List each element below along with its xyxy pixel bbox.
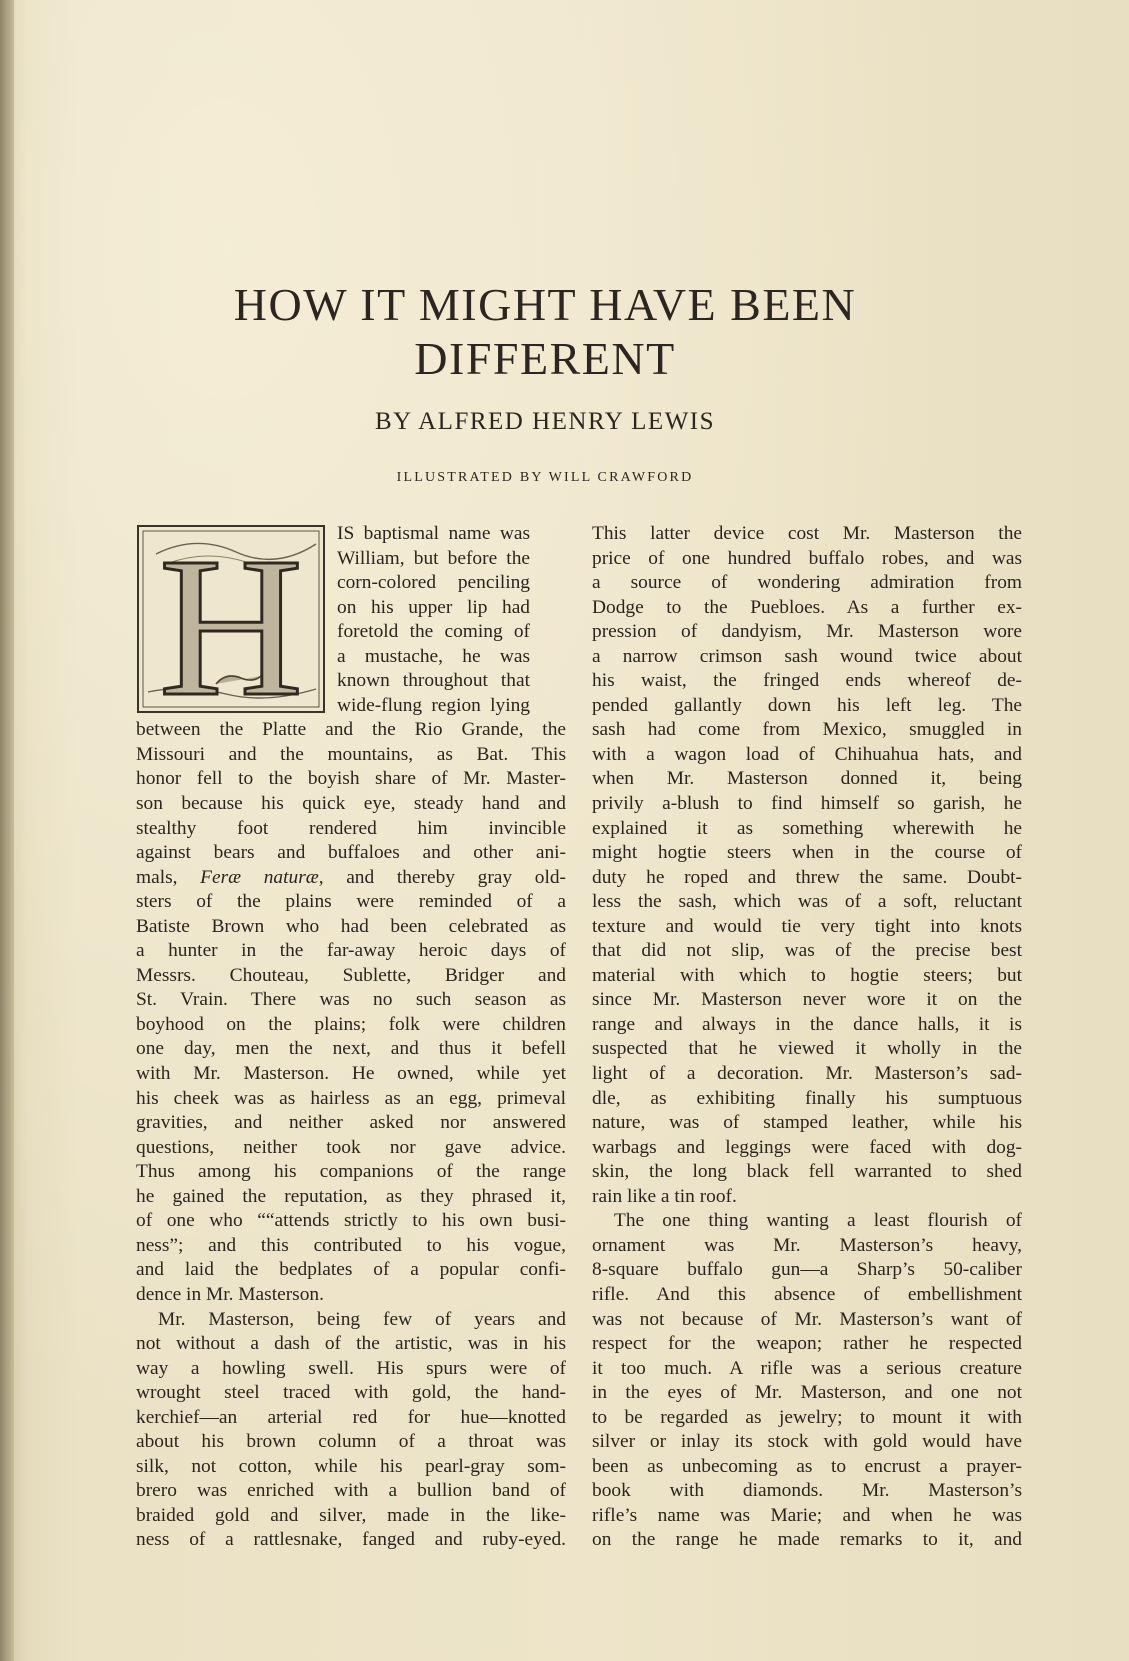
drop-cap-illustration bbox=[136, 524, 326, 714]
page-binding-edge bbox=[0, 0, 14, 1661]
right-line-40: book with diamonds. Mr. Masterson’s bbox=[592, 1480, 1022, 1502]
right-line-29: The one thing wanting a least flourish of bbox=[614, 1210, 1022, 1232]
left-line-21: boyhood on the plains; folk were children bbox=[136, 1013, 566, 1035]
right-line-37: to be regarded as jewelry; to mount it with bbox=[592, 1406, 1022, 1428]
left-line-33: Mr. Masterson, being few of years and bbox=[158, 1308, 566, 1330]
right-line-06: a narrow crimson sash wound twice about bbox=[592, 645, 1022, 667]
left-line-05: foretold the coming of bbox=[337, 621, 530, 643]
left-line-08: wide-flung region lying bbox=[337, 694, 530, 716]
left-line-04: on his upper lip had bbox=[337, 596, 530, 618]
title-line-1: HOW IT MIGHT HAVE BEEN bbox=[233, 279, 857, 330]
left-line-17: Batiste Brown who had been celebrated as bbox=[136, 915, 566, 937]
left-line-18: a hunter in the far-away heroic days of bbox=[136, 940, 566, 962]
drop-cap-letter: H bbox=[158, 524, 304, 714]
right-line-26: warbags and leggings were faced with dog- bbox=[592, 1136, 1022, 1158]
right-line-21: range and always in the dance halls, it is bbox=[592, 1013, 1022, 1035]
right-line-22: suspected that he viewed it wholly in the bbox=[592, 1038, 1022, 1060]
left-column bbox=[136, 522, 566, 1553]
left-line-06: a mustache, he was bbox=[337, 645, 530, 667]
left-line-41: braided gold and silver, made in the like- bbox=[136, 1504, 566, 1526]
left-line-38: about his brown column of a throat was bbox=[136, 1431, 566, 1453]
right-line-30: ornament was Mr. Masterson’s heavy, bbox=[592, 1234, 1022, 1256]
left-line-29: of one who ““attends strictly to his own busi- bbox=[136, 1210, 566, 1232]
right-line-14: might hogtie steers when in the course of bbox=[592, 842, 1022, 864]
left-line-20: St. Vrain. There was no such season as bbox=[136, 989, 566, 1011]
left-line-40: brero was enriched with a bullion band of bbox=[136, 1480, 566, 1502]
right-line-34: respect for the weapon; rather he respected bbox=[592, 1333, 1022, 1355]
left-line-02: William, but before the bbox=[337, 547, 530, 569]
right-line-07: his waist, the fringed ends whereof de- bbox=[592, 670, 1022, 692]
left-line-42: ness of a rattlesnake, fanged and ruby-eyed. bbox=[136, 1529, 566, 1551]
left-line-26: questions, neither took nor gave advice. bbox=[136, 1136, 566, 1158]
right-line-05: pression of dandyism, Mr. Masterson wore bbox=[592, 621, 1022, 643]
left-line-12: son because his quick eye, steady hand and bbox=[136, 793, 566, 815]
left-line-27: Thus among his companions of the range bbox=[136, 1161, 566, 1183]
left-line-30: ness”; and this contributed to his vogue, bbox=[136, 1234, 566, 1256]
left-line-25: gravities, and neither asked nor answered bbox=[136, 1112, 566, 1134]
right-line-20: since Mr. Masterson never wore it on the bbox=[592, 989, 1022, 1011]
right-line-12: privily a-blush to find himself so garish, he bbox=[592, 793, 1022, 815]
right-line-03: a source of wondering admiration from bbox=[592, 572, 1022, 594]
article-title bbox=[150, 278, 940, 386]
left-line-16: sters of the plains were reminded of a bbox=[136, 891, 566, 913]
left-line-01: IS baptismal name was bbox=[337, 523, 530, 544]
author-byline: BY ALFRED HENRY LEWIS bbox=[374, 408, 716, 435]
right-line-16: less the sash, which was of a soft, reluctant bbox=[592, 891, 1022, 913]
left-line-19: Messrs. Chouteau, Sublette, Bridger and bbox=[136, 964, 566, 986]
right-line-13: explained it as something wherewith he bbox=[592, 817, 1022, 839]
right-line-32: rifle. And this absence of embellishment bbox=[592, 1283, 1022, 1305]
right-line-38: silver or inlay its stock with gold would have bbox=[592, 1431, 1022, 1453]
right-line-01: This latter device cost Mr. Masterson the bbox=[592, 523, 1022, 544]
left-line-34: not without a dash of the artistic, was in his bbox=[136, 1333, 566, 1355]
right-line-04: Dodge to the Puebloes. As a further ex- bbox=[592, 596, 1022, 618]
right-line-41: rifle’s name was Marie; and when he was bbox=[592, 1504, 1022, 1526]
right-line-09: sash had come from Mexico, smuggled in bbox=[592, 719, 1022, 741]
right-line-11: when Mr. Masterson donned it, being bbox=[592, 768, 1022, 790]
right-line-19: material with which to hogtie steers; but bbox=[592, 964, 1022, 986]
left-line-13: stealthy foot rendered him invincible bbox=[136, 817, 566, 839]
left-line-24: his cheek was as hairless as an egg, primeval bbox=[136, 1087, 566, 1109]
right-line-31: 8-square buffalo gun—a Sharp’s 50-caliber bbox=[592, 1259, 1022, 1281]
left-line-23: with Mr. Masterson. He owned, while yet bbox=[136, 1063, 566, 1085]
right-line-18: that did not slip, was of the precise best bbox=[592, 940, 1022, 962]
right-line-02: price of one hundred buffalo robes, and was bbox=[592, 547, 1022, 569]
illustrator-credit: ILLUSTRATED BY WILL CRAWFORD bbox=[396, 470, 694, 485]
right-line-28: rain like a tin roof. bbox=[592, 1185, 737, 1207]
right-line-35: it too much. A rifle was a serious creature bbox=[592, 1357, 1022, 1379]
left-line-32: dence in Mr. Masterson. bbox=[136, 1283, 324, 1305]
right-line-25: nature, was of stamped leather, while his bbox=[592, 1112, 1022, 1134]
right-line-08: pended gallantly down his left leg. The bbox=[592, 694, 1022, 716]
left-line-07: known throughout that bbox=[337, 670, 530, 692]
right-line-39: been as unbecoming as to encrust a prayer- bbox=[592, 1455, 1022, 1477]
right-line-17: texture and would tie very tight into knots bbox=[592, 915, 1022, 937]
right-line-10: with a wagon load of Chihuahua hats, and bbox=[592, 743, 1022, 765]
latin-phrase: Feræ naturæ bbox=[200, 866, 319, 888]
right-line-15: duty he roped and threw the same. Doubt- bbox=[592, 866, 1022, 888]
left-line-09: between the Platte and the Rio Grande, the bbox=[136, 719, 566, 741]
left-line-10: Missouri and the mountains, as Bat. This bbox=[136, 743, 566, 765]
right-line-42: on the range he made remarks to it, and bbox=[592, 1529, 1022, 1551]
right-line-27: skin, the long black fell warranted to shed bbox=[592, 1161, 1022, 1183]
left-line-37: kerchief—an arterial red for hue—knotted bbox=[136, 1406, 566, 1428]
left-line-36: wrought steel traced with gold, the hand- bbox=[136, 1382, 566, 1404]
left-line-15: mals, Feræ naturæ, and thereby gray old- bbox=[136, 866, 566, 888]
left-line-39: silk, not cotton, while his pearl-gray som- bbox=[136, 1455, 566, 1477]
right-line-36: in the eyes of Mr. Masterson, and one not bbox=[592, 1382, 1022, 1404]
left-line-31: and laid the bedplates of a popular confi- bbox=[136, 1259, 566, 1281]
right-line-33: was not because of Mr. Masterson’s want of bbox=[592, 1308, 1022, 1330]
left-line-28: he gained the reputation, as they phrased it, bbox=[136, 1185, 566, 1207]
title-line-2: DIFFERENT bbox=[414, 333, 676, 384]
left-line-03: corn-colored penciling bbox=[337, 572, 530, 594]
left-line-14: against bears and buffaloes and other ani- bbox=[136, 842, 566, 864]
right-column bbox=[592, 522, 1022, 1553]
right-line-24: dle, as exhibiting finally his sumptuous bbox=[592, 1087, 1022, 1109]
left-line-35: way a howling swell. His spurs were of bbox=[136, 1357, 566, 1379]
left-line-11: honor fell to the boyish share of Mr. Master- bbox=[136, 768, 566, 790]
right-line-23: light of a decoration. Mr. Masterson’s sad- bbox=[592, 1063, 1022, 1085]
left-line-22: one day, men the next, and thus it befell bbox=[136, 1038, 566, 1060]
